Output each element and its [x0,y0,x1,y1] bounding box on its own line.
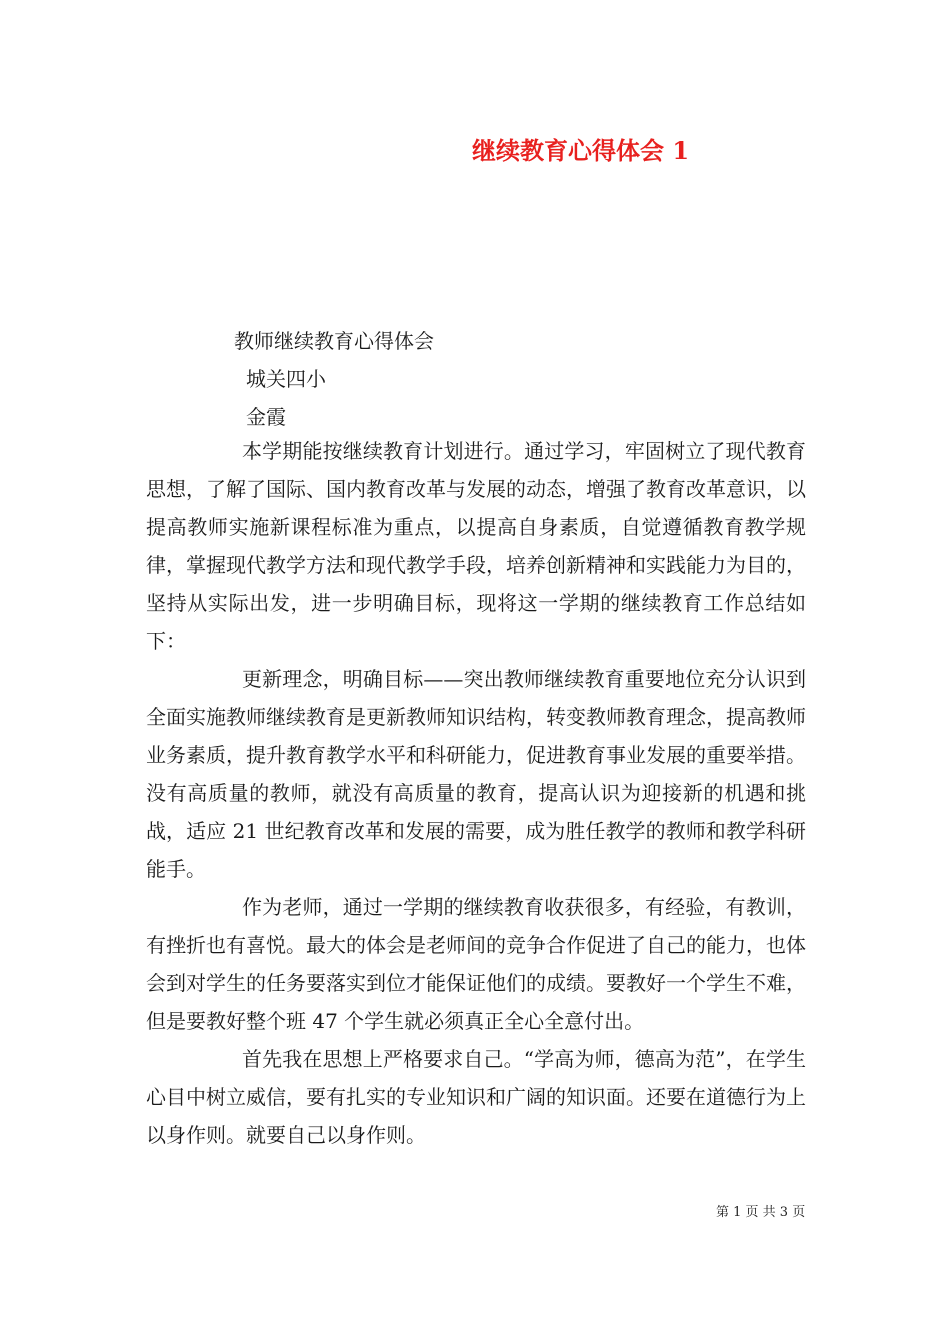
body-text [146,432,806,1154]
document-subtitle: 教师继续教育心得体会 [234,329,434,353]
document-title: 继续教育心得体会 1 [472,136,690,165]
page-footer: 第 1 页 共 3 页 [716,1205,806,1220]
author-name: 金霞 [246,405,286,429]
paragraph-1: 本学期能按继续教育计划进行。通过学习，牢固树立了现代教育思想，了解了国际、国内教育改革与发展的动态，增强了教育改革意识，以提高教师实施新课程标准为重点，以提高自身素质，自觉遵循教育教学规律，掌握现代教学方法和现代教学手段，培养创新精神和实践能力为目的，坚持从实际出发，进一步明确目标，现将这一学期的继续教育工作总结如下： [146,439,806,653]
paragraph-4: 首先我在思想上严格要求自己。“学高为师，德高为范”，在学生心目中树立威信，要有扎实的专业知识和广阔的知识面。还要在道德行为上以身作则。就要自己以身作则。 [146,1047,806,1147]
school-name: 城关四小 [246,367,326,391]
paragraph-3: 作为老师，通过一学期的继续教育收获很多，有经验，有教训，有挫折也有喜悦。最大的体会是老师间的竞争合作促进了自己的能力，也体会到对学生的任务要落实到位才能保证他们的成绩。要教好一个学生不难，但是要教好整个班 47 个学生就必须真正全心全意付出。 [146,895,806,1033]
paragraph-2: 更新理念，明确目标——突出教师继续教育重要地位充分认识到全面实施教师继续教育是更新教师知识结构，转变教师教育理念，提高教师业务素质，提升教育教学水平和科研能力，促进教育事业发展的重要举措。没有高质量的教师，就没有高质量的教育，提高认识为迎接新的机遇和挑战，适应 21 世纪教育改革和发展的需要，成为胜任教学的教师和教学科研能手。 [146,667,806,881]
